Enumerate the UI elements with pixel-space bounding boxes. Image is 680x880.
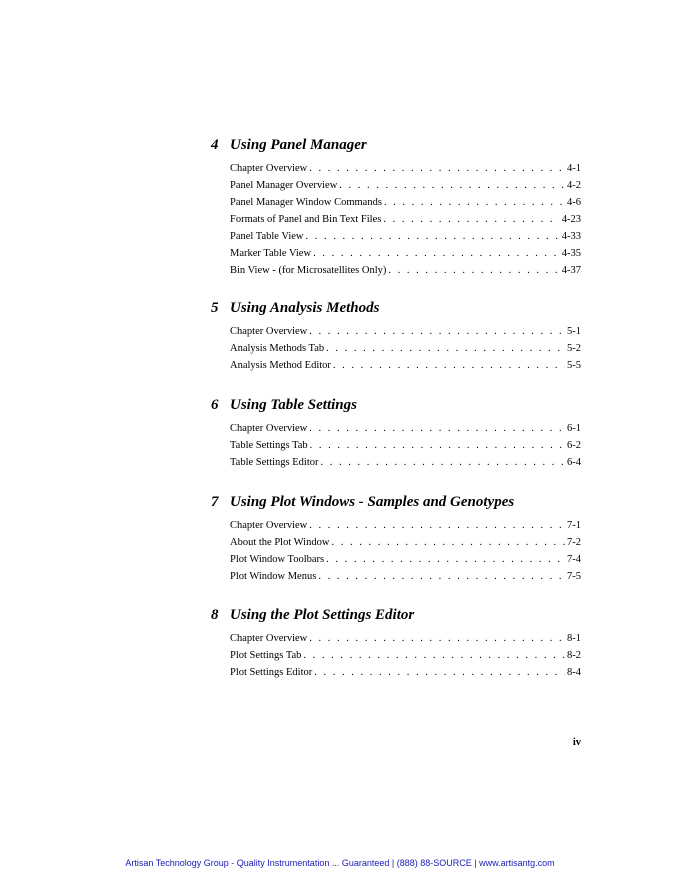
chapter-6-section [211, 396, 581, 471]
toc-entry-title: Panel Manager Window Commands [230, 197, 382, 208]
toc-entry-title: About the Plot Window [230, 537, 330, 548]
toc-entry[interactable] [230, 323, 581, 340]
toc-entry[interactable] [230, 228, 581, 245]
toc-entry-page: 5-5 [567, 360, 581, 371]
dot-leader [326, 551, 565, 568]
chapter-number: 8 [211, 607, 219, 623]
chapter-heading [211, 299, 581, 317]
toc-entry-page: 5-1 [567, 326, 581, 337]
dot-leader [314, 664, 565, 681]
dot-leader [309, 323, 565, 340]
dot-leader [388, 262, 559, 279]
toc-entry[interactable] [230, 262, 581, 279]
chapter-number: 5 [211, 300, 219, 316]
chapter-title: Using Panel Manager [230, 137, 367, 153]
toc-entry-title: Table Settings Tab [230, 440, 308, 451]
toc-entry-page: 4-37 [561, 265, 581, 276]
toc-entry[interactable] [230, 437, 581, 454]
toc-entry[interactable] [230, 568, 581, 585]
toc-entry[interactable] [230, 551, 581, 568]
toc-entry-page: 6-1 [567, 423, 581, 434]
dot-leader [318, 568, 565, 585]
toc-entry-title: Formats of Panel and Bin Text Files [230, 214, 382, 225]
dot-leader [309, 517, 565, 534]
footer-banner[interactable]: Artisan Technology Group - Quality Instrumentation ... Guaranteed | (888) 88-SOURCE | www.artisantg.com [125, 858, 555, 868]
chapter-title: Using the Plot Settings Editor [230, 607, 415, 623]
chapter-8-section [211, 606, 581, 681]
chapter-7-section [211, 493, 581, 585]
dot-leader [333, 357, 565, 374]
toc-entry-title: Chapter Overview [230, 163, 308, 174]
toc-entry-title: Chapter Overview [230, 633, 308, 644]
dot-leader [305, 228, 559, 245]
toc-entry-list [211, 160, 581, 279]
toc-entry-page: 7-4 [567, 554, 581, 565]
toc-entry-title: Table Settings Editor [230, 457, 319, 468]
toc-entry[interactable] [230, 630, 581, 647]
toc-entry-title: Plot Window Toolbars [230, 554, 325, 565]
toc-entry-page: 4-2 [567, 180, 581, 191]
toc-entry-page: 4-6 [567, 197, 581, 208]
toc-entry-page: 7-1 [567, 520, 581, 531]
toc-entry[interactable] [230, 245, 581, 262]
dot-leader [331, 534, 565, 551]
dot-leader [326, 340, 565, 357]
chapter-number: 4 [211, 137, 219, 153]
page-number: iv [572, 737, 581, 748]
dot-leader [321, 454, 565, 471]
toc-entry-list [211, 323, 581, 374]
dot-leader [384, 194, 565, 211]
chapter-number: 6 [211, 397, 219, 413]
toc-entry-title: Plot Window Menus [230, 571, 317, 582]
chapter-title: Using Plot Windows - Samples and Genotypes [230, 494, 515, 510]
chapter-title: Using Table Settings [230, 397, 357, 413]
toc-entry[interactable] [230, 357, 581, 374]
toc-entry-title: Bin View - (for Microsatellites Only) [230, 265, 387, 276]
dot-leader [383, 211, 559, 228]
toc-entry[interactable] [230, 211, 581, 228]
toc-entry-list [211, 517, 581, 585]
dot-leader [339, 177, 565, 194]
chapter-4-section [211, 136, 581, 279]
toc-entry-page: 5-2 [567, 343, 581, 354]
chapter-heading [211, 136, 581, 154]
toc-entry-title: Plot Settings Editor [230, 667, 313, 678]
chapter-heading [211, 493, 581, 511]
toc-entry-title: Chapter Overview [230, 520, 308, 531]
toc-entry-page: 6-4 [567, 457, 581, 468]
toc-entry-list [211, 420, 581, 471]
toc-entry[interactable] [230, 454, 581, 471]
toc-entry[interactable] [230, 340, 581, 357]
dot-leader [309, 630, 565, 647]
toc-entry[interactable] [230, 664, 581, 681]
toc-entry-title: Analysis Methods Tab [230, 343, 325, 354]
chapter-heading [211, 396, 581, 414]
toc-entry[interactable] [230, 160, 581, 177]
toc-entry[interactable] [230, 647, 581, 664]
toc-entry-title: Chapter Overview [230, 423, 308, 434]
toc-entry-list [211, 630, 581, 681]
toc-entry-page: 4-35 [561, 248, 581, 259]
toc-entry-page: 4-1 [567, 163, 581, 174]
chapter-5-section [211, 299, 581, 374]
toc-entry-title: Chapter Overview [230, 326, 308, 337]
dot-leader [309, 420, 565, 437]
toc-entry-page: 6-2 [567, 440, 581, 451]
toc-entry-page: 4-23 [561, 214, 581, 225]
toc-entry-title: Panel Table View [230, 231, 304, 242]
dot-leader [310, 437, 565, 454]
toc-entry-title: Marker Table View [230, 248, 312, 259]
toc-entry[interactable] [230, 177, 581, 194]
toc-entry[interactable] [230, 194, 581, 211]
chapter-title: Using Analysis Methods [230, 300, 380, 316]
toc-entry-title: Plot Settings Tab [230, 650, 302, 661]
toc-entry-page: 7-2 [567, 537, 581, 548]
toc-entry-page: 8-1 [567, 633, 581, 644]
toc-entry[interactable] [230, 534, 581, 551]
toc-entry[interactable] [230, 517, 581, 534]
toc-entry-page: 7-5 [567, 571, 581, 582]
dot-leader [303, 647, 565, 664]
dot-leader [313, 245, 560, 262]
toc-entry-page: 8-4 [567, 667, 581, 678]
toc-entry-title: Panel Manager Overview [230, 180, 338, 191]
chapter-number: 7 [211, 494, 219, 510]
toc-entry[interactable] [230, 420, 581, 437]
toc-entry-page: 8-2 [567, 650, 581, 661]
dot-leader [309, 160, 565, 177]
toc-entry-page: 4-33 [561, 231, 581, 242]
toc-entry-title: Analysis Method Editor [230, 360, 331, 371]
chapter-heading [211, 606, 581, 624]
